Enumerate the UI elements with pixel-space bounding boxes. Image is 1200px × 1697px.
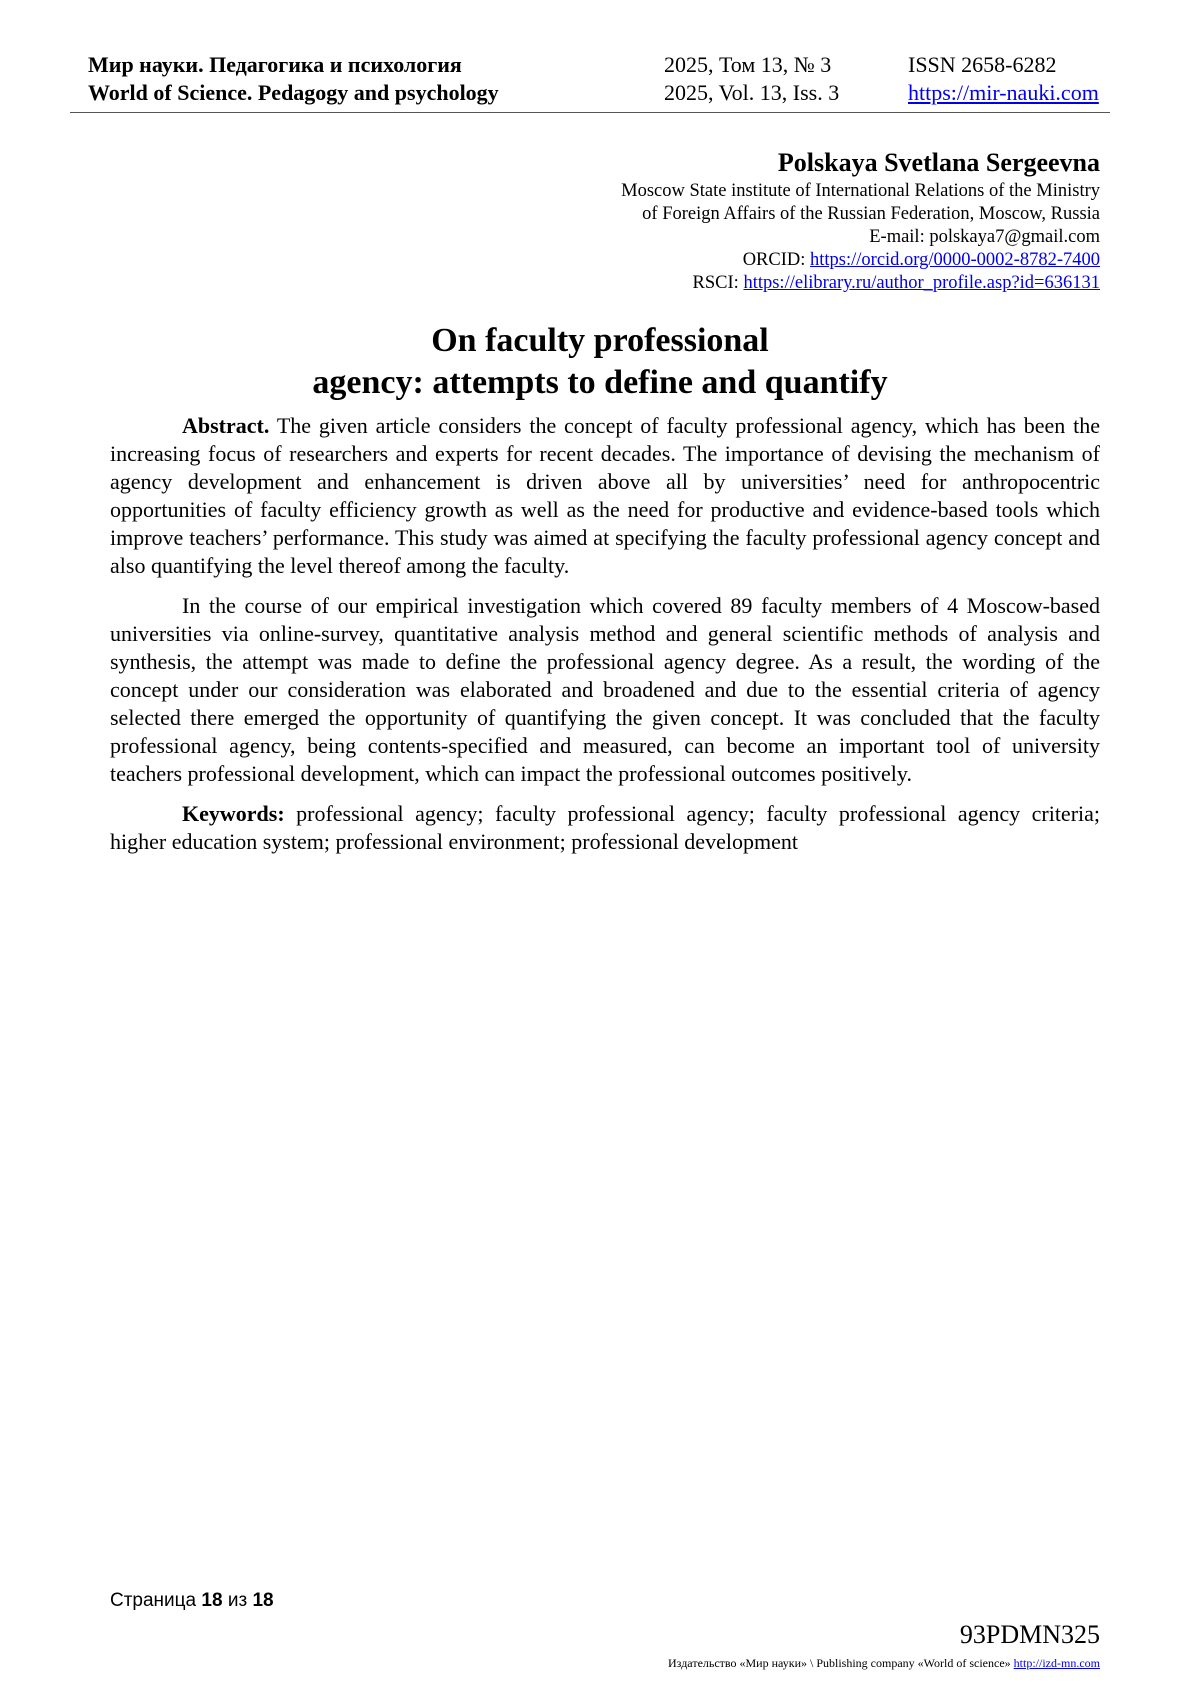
journal-site-link[interactable]: https://mir-nauki.com xyxy=(908,80,1099,105)
abstract-text-1: The given article considers the concept of faculty professional agency, which has been the increasing focus of researchers and experts for recent decades. The importance of devising the mechanism of agency development and enhancement is driven above all by universities’ need for anthropocentric opportunities of faculty efficiency growth as well as the need for productive and evidence-based tools which improve teachers’ performance. This study was aimed at specifying the faculty professional agency concept and also quantifying the level thereof among the faculty. xyxy=(110,413,1100,578)
article-title xyxy=(0,320,1200,404)
article-code: 93PDMN325 xyxy=(959,1620,1100,1649)
publisher-text: Издательство «Мир науки» \ Publishing company «World of science» xyxy=(668,1656,1011,1670)
title-line-1: On faculty professional xyxy=(431,322,769,359)
publisher-line xyxy=(668,1656,1100,1671)
abstract-paragraph-2: In the course of our empirical investigation which covered 89 faculty members of 4 Moscow-based universities via online-survey, quantitative analysis method and general scientific methods of analysis and synthesis, the attempt was made to define the professional agency degree. As a result, the wording of the concept under our consideration was elaborated and broadened and due to the essential criteria of agency selected there emerged the opportunity of quantifying the given concept. It was concluded that the faculty professional agency, being contents-specified and measured, can become an important tool of university teachers professional development, which can impact the professional outcomes positively. xyxy=(110,593,1100,786)
journal-header xyxy=(70,48,1110,113)
rsci-line xyxy=(621,272,1100,295)
title-line-2: agency: attempts to define and quantify xyxy=(312,364,888,401)
publisher-link[interactable]: http://izd-mn.com xyxy=(1013,1656,1100,1670)
issn: ISSN 2658-6282 xyxy=(908,52,1057,77)
header-row-ru xyxy=(88,52,1110,82)
rsci-label: RSCI: xyxy=(692,273,739,293)
keywords-label: Keywords: xyxy=(182,801,285,826)
author-name: Polskaya Svetlana Sergeevna xyxy=(777,148,1100,177)
page-current: 18 xyxy=(201,1590,223,1611)
author-block xyxy=(621,146,1100,295)
orcid-line xyxy=(621,249,1100,272)
article-body xyxy=(110,412,1100,868)
email-label: E-mail: xyxy=(869,227,925,247)
header-row-en xyxy=(88,80,1110,110)
orcid-label: ORCID: xyxy=(742,250,806,270)
page-total: 18 xyxy=(252,1590,274,1611)
keywords-paragraph xyxy=(110,800,1100,856)
email-line xyxy=(621,226,1100,249)
page-separator: из xyxy=(227,1590,248,1611)
page-number xyxy=(110,1590,274,1612)
orcid-link[interactable]: https://orcid.org/0000-0002-8782-7400 xyxy=(810,250,1100,270)
journal-title-en: World of Science. Pedagogy and psychology xyxy=(88,80,499,105)
rsci-link[interactable]: https://elibrary.ru/author_profile.asp?id=636131 xyxy=(743,273,1100,293)
abstract-paragraph-1 xyxy=(110,412,1100,580)
abstract-label: Abstract. xyxy=(182,413,270,438)
affiliation-line-1: Moscow State institute of International Relations of the Ministry xyxy=(621,181,1100,201)
page-prefix: Страница xyxy=(110,1590,197,1611)
issue-info-ru: 2025, Том 13, № 3 xyxy=(664,52,832,77)
email-value: polskaya7@gmail.com xyxy=(929,227,1100,247)
issue-info-en: 2025, Vol. 13, Iss. 3 xyxy=(664,80,840,105)
journal-title-ru: Мир науки. Педагогика и психология xyxy=(88,52,462,77)
keywords-text: professional agency; faculty professional agency; faculty professional agency criteria; higher education system; professional environment; professional development xyxy=(110,801,1101,854)
affiliation-line-2: of Foreign Affairs of the Russian Federation, Moscow, Russia xyxy=(642,204,1100,224)
